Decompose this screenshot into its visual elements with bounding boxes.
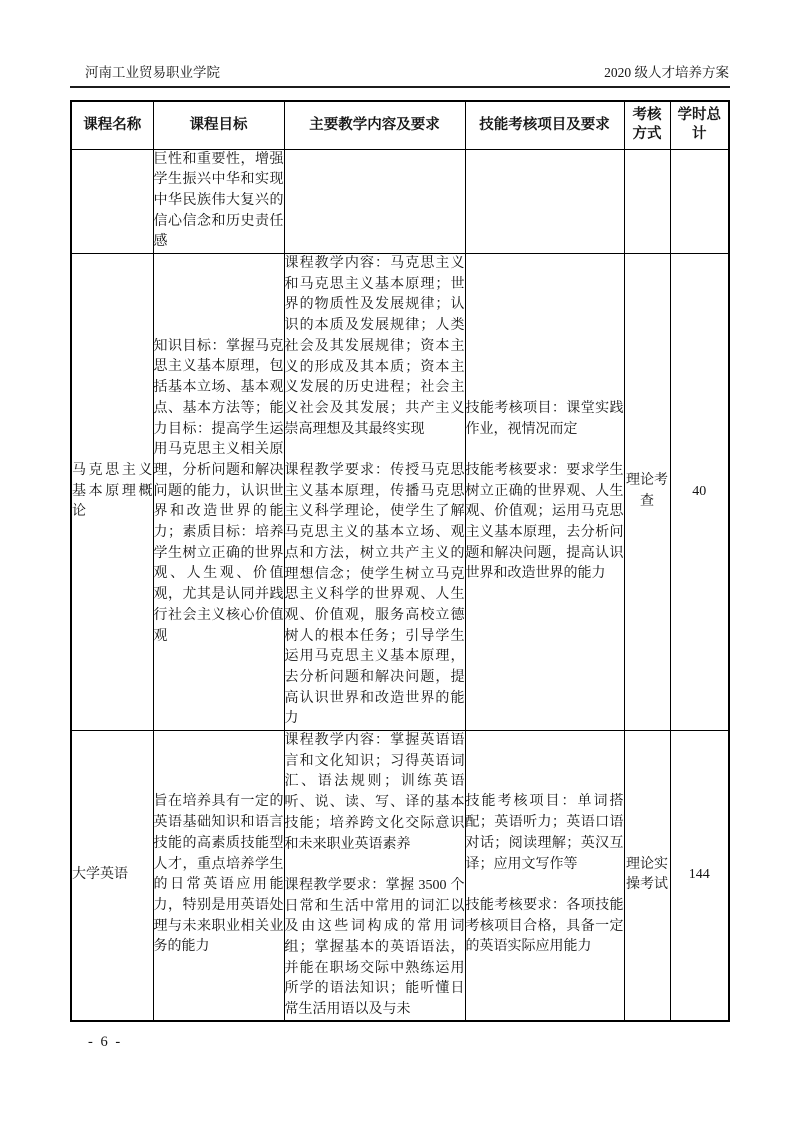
skill-assessment-requirements-paragraph: 技能考核要求：各项技能考核项目合格，具备一定的英语实际应用能力 bbox=[465, 897, 624, 955]
course-table bbox=[70, 100, 730, 1022]
course-name-cell: 大学英语 bbox=[71, 731, 153, 1021]
teaching-content-text bbox=[285, 731, 465, 1017]
course-objectives-cell: 知识目标：掌握马克思主义基本原理，包括基本立场、基本观点、基本方法等；能力目标：提高学生运用马克思主义相关原理，分析问题和解决问题的能力，认识世界和改造世界的能力；素质目标：培养学生树立正确的世界观、人生观、价值观，尤其是认同并践行社会主义核心价值观 bbox=[153, 254, 284, 731]
skill-assessment-items-paragraph: 技能考核项目：单词搭配；英语听力；英语口语对话；阅读理解；英汉互译；应用文写作等 bbox=[465, 794, 624, 872]
teaching-content-cell-empty bbox=[284, 149, 465, 254]
col-header-skill-assessment: 技能考核项目及要求 bbox=[465, 101, 624, 149]
teaching-content-paragraph: 课程教学内容：掌握英语语言和文化知识；习得英语词汇、语法规则；训练英语听、说、读、写、译的基本技能；培养跨文化交际意识和未来职业英语素养 bbox=[284, 733, 465, 852]
teaching-content-paragraph: 课程教学内容：马克思主义和马克思主义基本原理；世界的物质性及发展规律；认识的本质及发展规律；人类社会及其发展规律；资本主义的形成及其本质；资本主义发展的历史进程；社会主义社会及其发展；共产主义崇高理想及其最终实现 bbox=[284, 256, 465, 437]
header-plan-title: 2020 级人才培养方案 bbox=[604, 65, 729, 80]
course-name-cell: 马克思主义基本原理概论 bbox=[71, 254, 153, 731]
table-row-college-english bbox=[71, 731, 729, 1021]
total-hours-cell: 144 bbox=[670, 731, 729, 1021]
course-objectives-cell: 巨性和重要性，增强学生振兴中华和实现中华民族伟大复兴的信心信念和历史责任感 bbox=[153, 149, 284, 254]
course-objectives-cell: 旨在培养具有一定的英语基础知识和语言技能的高素质技能型人才，重点培养学生的日常英语应用能力，特别是用英语处理与未来职业相关业务的能力 bbox=[153, 731, 284, 1021]
teaching-content-cell bbox=[284, 731, 465, 1021]
total-hours-cell: 40 bbox=[670, 254, 729, 731]
skill-assessment-requirements-paragraph: 技能考核要求：要求学生树立正确的世界观、人生观、价值观；运用马克思主义基本原理，去分析问题和解决问题，提高认识世界和改造世界的能力 bbox=[465, 462, 624, 582]
teaching-content-text bbox=[285, 254, 465, 727]
total-hours-cell-empty bbox=[670, 149, 729, 254]
course-table-header bbox=[71, 101, 729, 149]
skill-assessment-text bbox=[466, 792, 624, 958]
teaching-requirements-paragraph: 课程教学要求：传授马克思主义基本原理，传播马克思主义科学理论，使学生了解马克思主义的基本立场、观点和方法，树立共产主义的理想信念；使学生树立马克思主义科学的世界观、人生观、价值观，服务高校立德树人的根本任务；引导学生运用马克思主义基本原理，去分析问题和解决问题，提高认识世界和改造世界的能力 bbox=[284, 463, 465, 727]
skill-assessment-cell bbox=[465, 254, 624, 731]
skill-assessment-cell-empty bbox=[465, 149, 624, 254]
course-name-cell-empty bbox=[71, 149, 153, 254]
table-row-continuation bbox=[71, 149, 729, 254]
header-school-name: 河南工业贸易职业学院 bbox=[85, 65, 220, 80]
col-header-teaching-content: 主要教学内容及要求 bbox=[284, 101, 465, 149]
skill-assessment-text bbox=[466, 399, 624, 585]
skill-assessment-cell bbox=[465, 731, 624, 1021]
assessment-method-cell: 理论考查 bbox=[624, 254, 670, 731]
col-header-course-objectives: 课程目标 bbox=[153, 101, 284, 149]
teaching-content-cell bbox=[284, 254, 465, 731]
page-number: - 6 - bbox=[88, 1034, 123, 1050]
assessment-method-cell: 理论实操考试 bbox=[624, 731, 670, 1021]
assessment-method-cell-empty bbox=[624, 149, 670, 254]
table-row-marxism-principles bbox=[71, 254, 729, 731]
header-row bbox=[71, 101, 729, 149]
page-header bbox=[70, 64, 730, 88]
col-header-course-name: 课程名称 bbox=[71, 101, 153, 149]
teaching-requirements-paragraph: 课程教学要求：掌握 3500 个日常和生活中常用的词汇以及由这些词构成的常用词组；掌握基本的英语语法，并能在职场交际中熟练运用所学的语法知识；能听懂日常生活用语以及与未 bbox=[284, 877, 465, 1018]
col-header-assessment-method: 考核方式 bbox=[624, 101, 670, 149]
skill-assessment-items-paragraph: 技能考核项目：课堂实践作业，视情况而定 bbox=[465, 400, 624, 437]
col-header-total-hours: 学时总计 bbox=[670, 101, 729, 149]
